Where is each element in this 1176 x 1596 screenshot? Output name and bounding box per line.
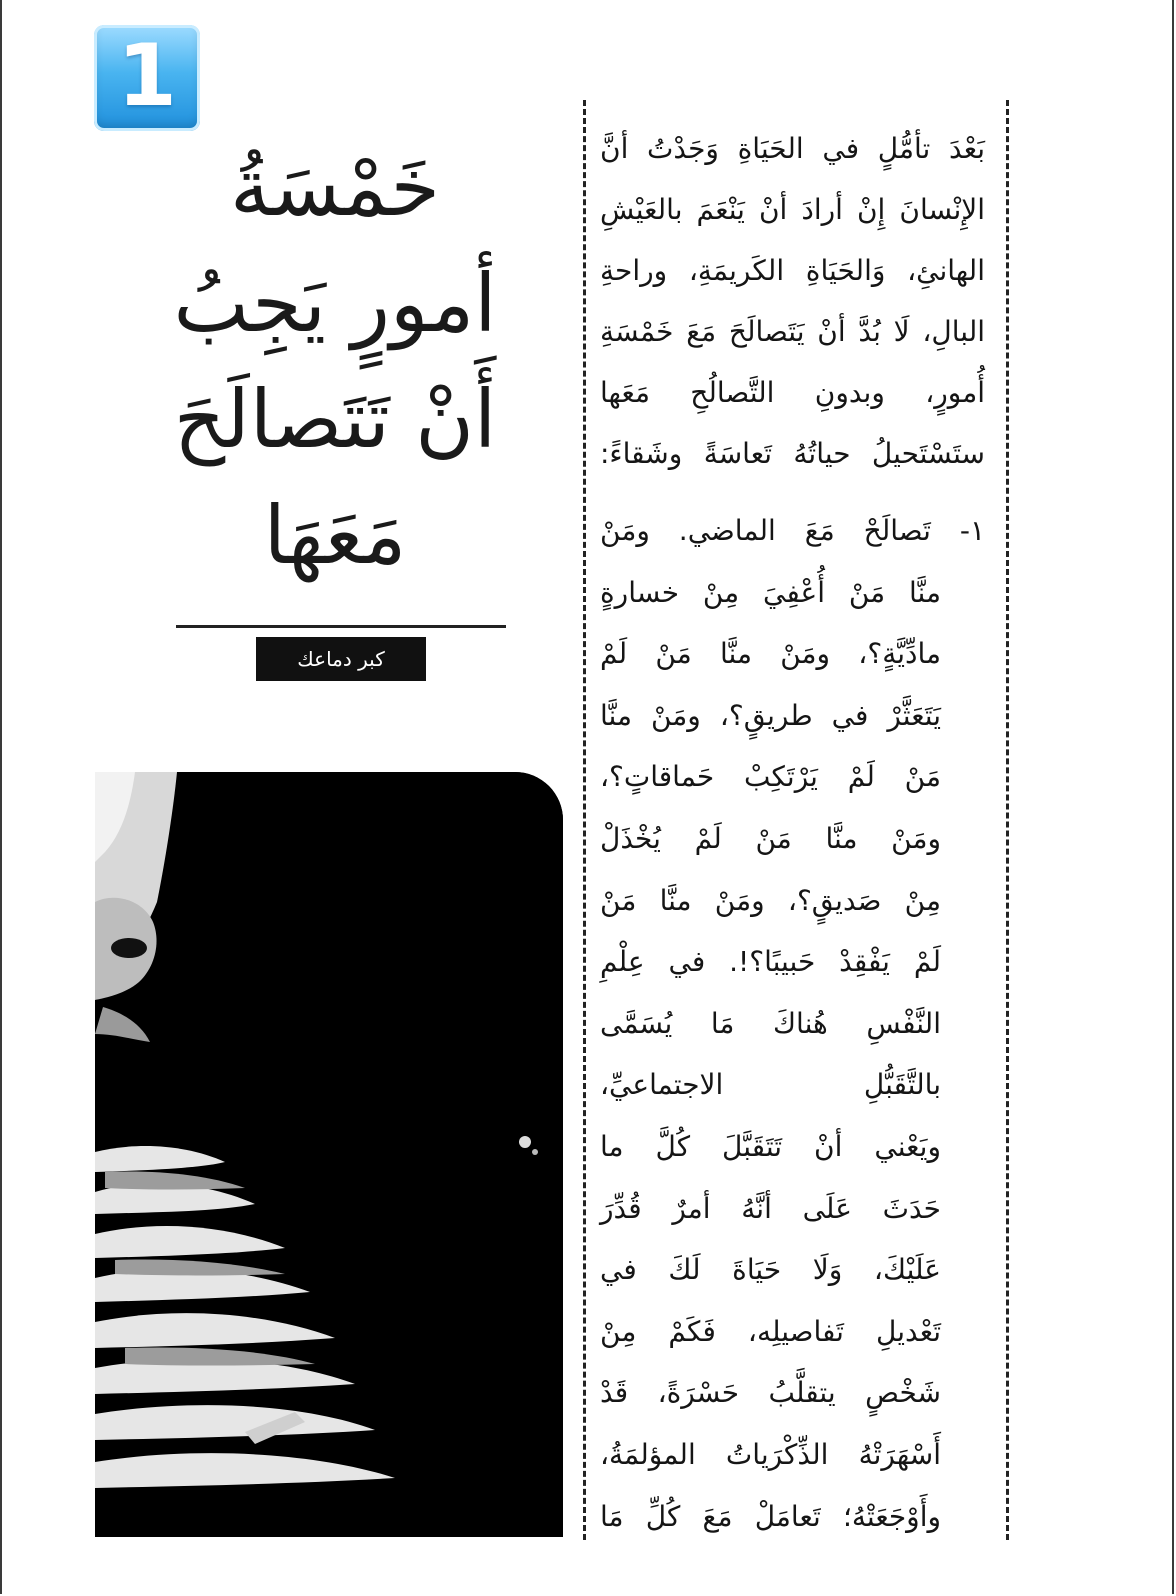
- intro-line: بَعْدَ تأمُّلٍ في الحَيَاةِ وَجَدْتُ أنَّ: [600, 132, 985, 165]
- point-line: وأَوْجَعَتْهُ؛ تَعامَلْ مَعَ كُلِّ مَا: [600, 1499, 941, 1533]
- intro-line: الإِنْسانَ إِنْ أرادَ أنْ يَنْعَمَ بالعَيْشِ: [600, 193, 985, 226]
- title-divider: [176, 625, 506, 628]
- article-title: [170, 130, 500, 594]
- point-line: النَّفْسِ هُناكَ مَا يُسَمَّى: [600, 1006, 941, 1040]
- title-line-4: مَعَهَا: [263, 489, 407, 582]
- point-line: مَنْ لَمْ يَرْتَكِبْ حَماقاتٍ؟،: [600, 760, 941, 794]
- point-line: ومَنْ منَّا مَنْ لَمْ يُخْذَلْ: [600, 821, 941, 855]
- title-line-2: أمورٍ يَجِبُ: [173, 257, 497, 350]
- title-line-1: خَمْسَةُ: [230, 141, 440, 234]
- intro-paragraph: [600, 118, 985, 484]
- title-line-3: أَنْ تَتَصالَحَ: [173, 373, 497, 466]
- intro-line: البالِ، لَا بُدَّ أنْ يَتَصالَحَ مَعَ خَمْسَةِ: [600, 315, 985, 348]
- intro-line: ستَسْتَحيلُ حياتُهُ تَعاسَةً وشَقاءً:: [600, 437, 985, 470]
- column-rule-left: [583, 100, 586, 1540]
- badge-number: 1: [117, 26, 177, 126]
- point-line: أَسْهَرَتْهُ الذِّكْرَياتُ المؤلمَةُ،: [600, 1437, 941, 1471]
- point-line: بالتَّقَبُّلِ الاجتماعيِّ،: [600, 1068, 941, 1102]
- point-line: عَلَيْكَ، وَلَا حَيَاةَ لَكَ في: [600, 1253, 941, 1287]
- point-line: يَتَعَثَّرْ في طريقٍ؟، ومَنْ منَّا: [600, 698, 941, 732]
- intro-line: أُمورٍ، وبدونِ التَّصالُحِ مَعَها: [600, 376, 985, 409]
- point-line: حَدَثَ عَلَى أنَّهُ أمرٌ قُدِّرَ: [600, 1191, 941, 1225]
- author-label: كبر دماعك: [256, 637, 426, 681]
- point-line: مِنْ صَديقٍ؟، ومَنْ منَّا مَنْ: [600, 883, 941, 917]
- intro-line: الهانئِ، وَالحَيَاةِ الكَريمَةِ، وراحةِ: [600, 254, 985, 287]
- column-rule-right: [1006, 100, 1009, 1540]
- point-one-paragraph: [600, 500, 985, 1547]
- point-line: شَخْصٍ يتقلَّبُ حَسْرَةً، قَدْ: [600, 1376, 941, 1410]
- point-line: مادِّيَّةٍ؟، ومَنْ منَّا مَنْ لَمْ: [600, 637, 941, 671]
- article-photo: [95, 772, 563, 1537]
- point-line: ١- تَصالَحْ مَعَ الماضي. ومَنْ: [600, 514, 985, 547]
- point-line: ويَعْني أنْ تَتَقَبَّلَ كُلَّ ما: [600, 1129, 941, 1163]
- point-line: لَمْ يَفْقِدْ حَبيبًا؟!. في عِلْمِ: [600, 945, 941, 979]
- number-one-badge-icon: [94, 25, 200, 131]
- point-line: تَعْديلِ تَفاصيلِه، فَكَمْ مِنْ: [600, 1314, 941, 1348]
- point-line: منَّا مَنْ أُعْفِيَ مِنْ خسارةٍ: [600, 575, 941, 609]
